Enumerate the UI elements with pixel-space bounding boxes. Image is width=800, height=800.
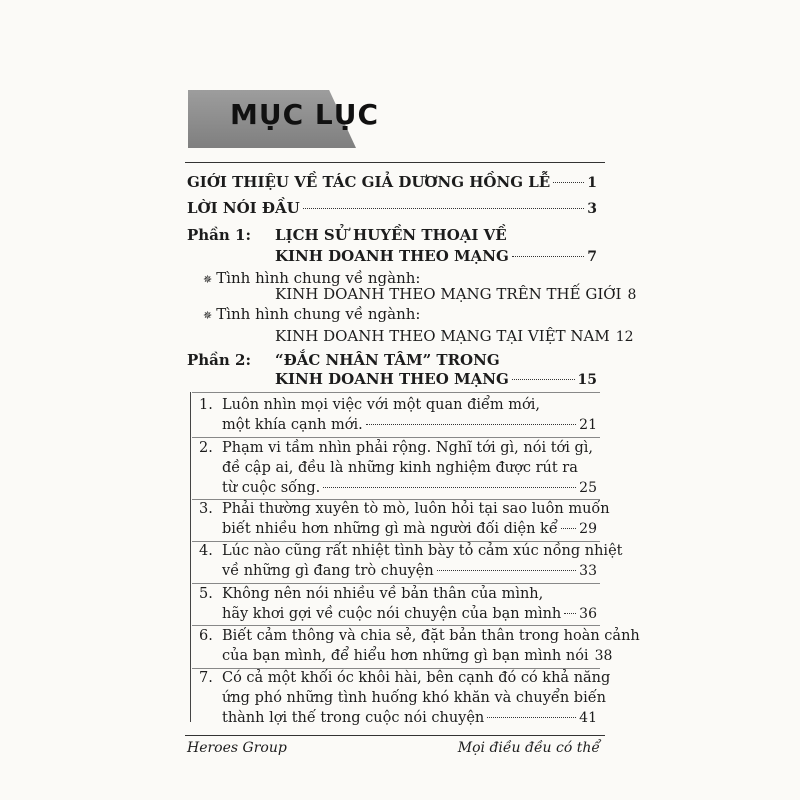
item3-last-line [222,521,597,537]
item-line: đề cập ai, đều là những kinh nghiệm được rút ra [222,460,578,476]
toc-entry-label: LỜI NÓI ĐẦU [187,199,300,217]
item-number: 3. [199,501,213,517]
part1-title-text: KINH DOANH THEO MẠNG [275,247,509,265]
item-separator [192,392,600,393]
item-line: thành lợi thế trong cuộc nói chuyện [222,710,485,726]
toc-page-number: 15 [577,372,597,388]
toc-page-number: 25 [579,480,597,496]
toc-page-number: 8 [627,287,637,303]
item1-last-line [222,417,597,433]
dot-leader [366,424,576,425]
part1-title-line2 [275,247,597,265]
item5-last-line [222,606,597,622]
item6-last-line [222,648,613,664]
item-number: 2. [199,440,213,456]
footer-rule [185,735,605,736]
item-line: Phải thường xuyên tò mò, luôn hỏi tại sao luôn muốn [222,501,610,517]
footer-right: Mọi điều đều có thể [457,740,600,756]
title-rule [185,162,605,163]
item-line: Có cả một khối óc khôi hài, bên cạnh đó có khả năng [222,670,611,686]
item4-last-line [222,563,597,579]
part1-label: Phần 1: [187,226,252,244]
item-line: Biết cảm thông và chia sẻ, đặt bản thân trong hoàn cảnh [222,628,640,644]
toc-page-number: 3 [587,201,597,217]
dot-leader [553,182,584,183]
part2-title-line2 [275,370,597,388]
sub-text: Tình hình chung về ngành: [216,305,421,323]
toc-page-number: 38 [594,648,613,664]
part1-sub2-line1 [203,305,420,323]
item-separator [192,437,600,438]
part1-sub1-line2 [275,285,637,303]
toc-page-number: 21 [579,417,597,433]
item2-last-line [222,480,597,496]
item-line: từ cuộc sống. [222,480,321,496]
left-rule [190,392,191,722]
item-separator [192,541,600,542]
page-title: MỤC LỤC [230,98,380,131]
item-number: 7. [199,670,213,686]
item-line: về những gì đang trò chuyện [222,563,434,579]
star-bullet-icon: ✵ [203,273,213,286]
footer-left: Heroes Group [187,740,287,756]
dot-leader [512,256,584,257]
item-separator [192,583,600,584]
toc-page-number: 1 [587,175,597,191]
item-line: Phạm vi tầm nhìn phải rộng. Nghĩ tới gì, nói tới gì, [222,440,594,456]
item-number: 4. [199,543,213,559]
star-bullet-icon: ✵ [203,309,213,322]
toc-page-number: 36 [579,606,597,622]
item-line: biết nhiều hơn những gì mà người đối diện kể [222,521,558,537]
dot-leader [561,528,576,529]
part2-title-text: KINH DOANH THEO MẠNG [275,370,509,388]
part1-title-line1: LỊCH SỬ HUYỀN THOẠI VỀ [275,226,507,244]
part2-title-line1: “ĐẮC NHÂN TÂM” TRONG [275,351,500,369]
item-line: một khía cạnh mới. [222,417,363,433]
item-line: ứng phó những tình huống khó khăn và chuyển biến [222,690,606,706]
item-line: hãy khơi gợi về cuộc nói chuyện của bạn mình [222,606,562,622]
toc-entry-preface [187,199,597,217]
toc-entry-label: GIỚI THIỆU VỀ TÁC GIẢ DƯƠNG HỒNG LỄ [187,173,551,191]
toc-page-number: 12 [615,329,634,345]
item-number: 6. [199,628,213,644]
sub-text: Tình hình chung về ngành: [216,269,421,287]
sub-text: KINH DOANH THEO MẠNG TẠI VIỆT NAM [275,327,610,345]
item-separator [192,625,600,626]
part2-label: Phần 2: [187,351,252,369]
toc-page-number: 7 [587,249,597,265]
toc-page-number: 33 [579,563,597,579]
toc-page-number: 41 [579,710,597,726]
item-separator [192,499,600,500]
item-line: của bạn mình, để hiểu hơn những gì bạn mình nói [222,648,589,664]
dot-leader [323,487,576,488]
part1-sub2-line2 [275,327,634,345]
sub-text: KINH DOANH THEO MẠNG TRÊN THẾ GIỚI [275,285,622,303]
item-separator [192,668,600,669]
item-line: Không nên nói nhiều về bản thân của mình, [222,586,544,602]
item-line: Luôn nhìn mọi việc với một quan điểm mới, [222,397,540,413]
toc-page-number: 29 [579,521,597,537]
toc-entry-intro [187,173,597,191]
item7-last-line [222,710,597,726]
dot-leader [487,717,576,718]
dot-leader [303,208,585,209]
item-number: 5. [199,586,213,602]
dot-leader [437,570,577,571]
item-number: 1. [199,397,213,413]
item-line: Lúc nào cũng rất nhiệt tình bày tỏ cảm xúc nồng nhiệt [222,543,623,559]
dot-leader [564,613,576,614]
dot-leader [512,379,575,380]
